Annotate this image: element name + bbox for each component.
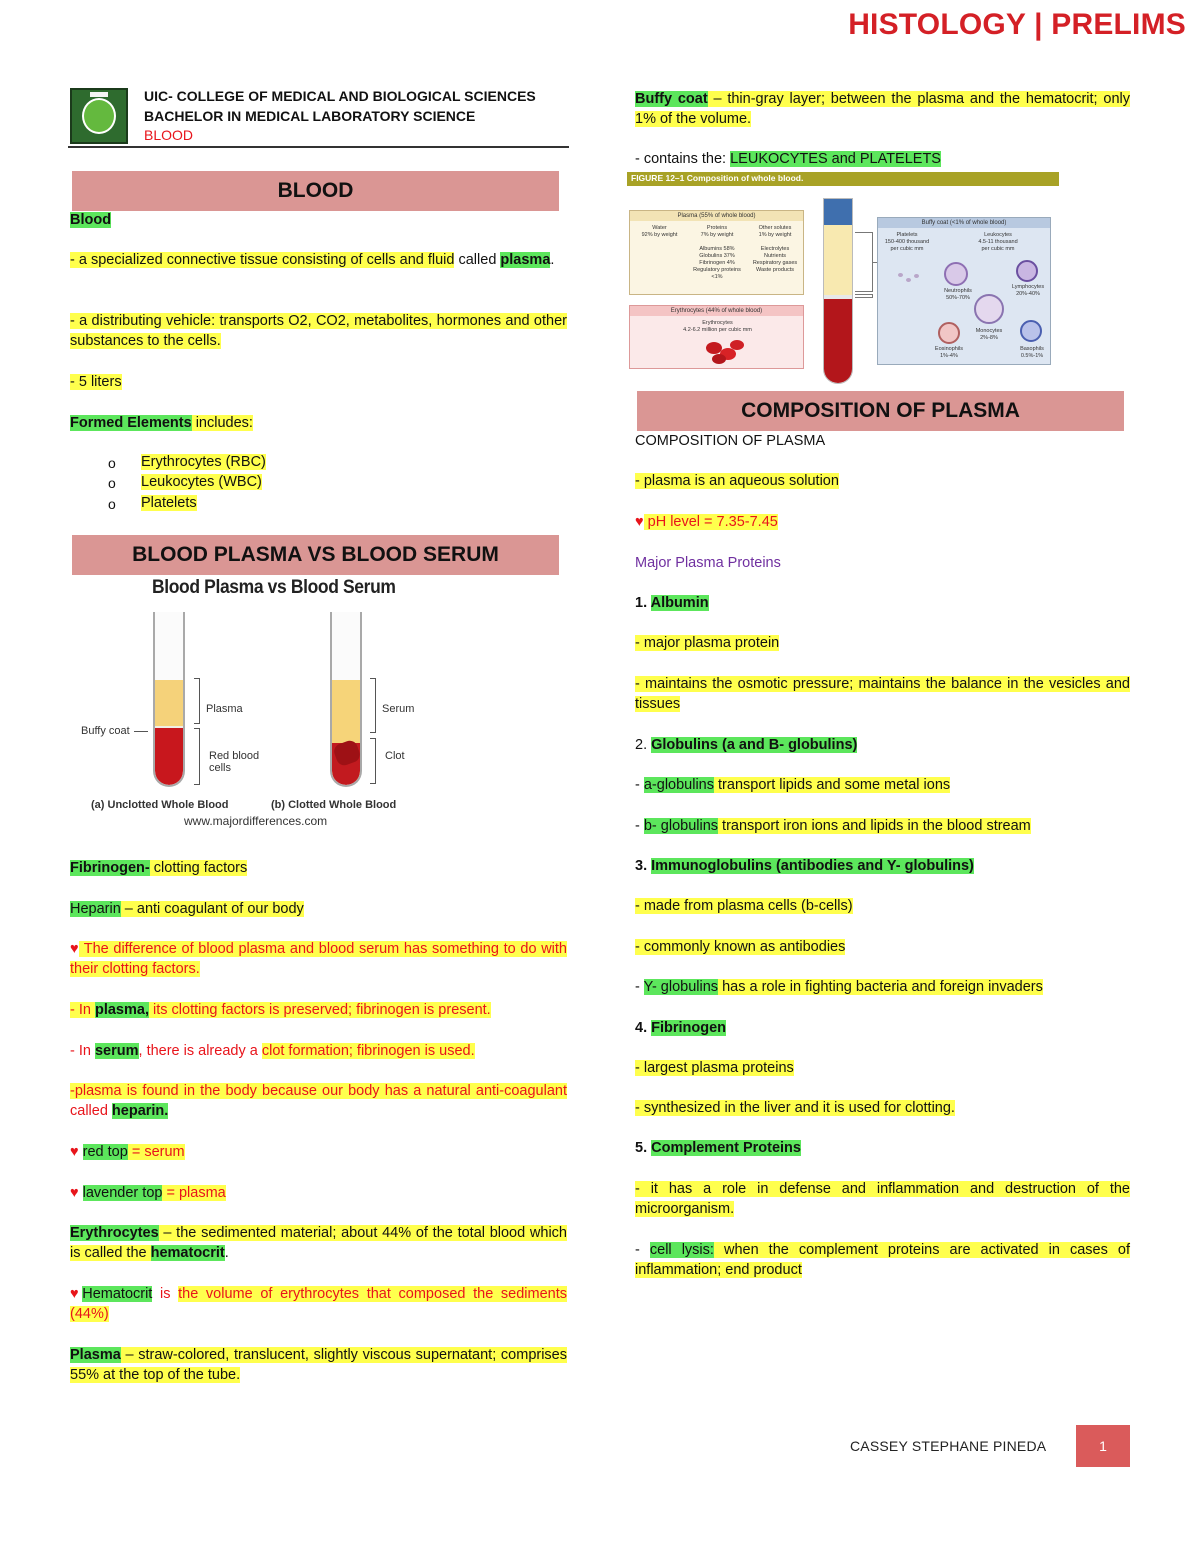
albumin-note-1: - major plasma protein (635, 635, 780, 651)
fibrinogen-note-1: - largest plasma proteins (635, 1060, 794, 1076)
globulins-note-2: - b- globulins transport iron ions and lipids in the blood stream (635, 818, 1031, 834)
footer-author: CASSEY STEPHANE PINEDA (850, 1438, 1047, 1454)
whole-blood-tube (823, 198, 853, 384)
label-serum: Serum (382, 703, 415, 715)
difference-note: ♥ The difference of blood plasma and blood serum has something to do with their clotting factors. (70, 941, 567, 977)
caption-unclotted: (a) Unclotted Whole Blood (91, 799, 229, 811)
college-name: UIC- COLLEGE OF MEDICAL AND BIOLOGICAL SCIENCES (144, 88, 536, 104)
fibrinogen-heading: 4. Fibrinogen (635, 1020, 727, 1036)
page-title: HISTOLOGY | PRELIMS (848, 8, 1186, 41)
figure-title: Blood Plasma vs Blood Serum (152, 577, 396, 598)
immunoglobulins-note-1: - made from plasma cells (b-cells) (635, 898, 853, 914)
banner-plasma-vs-serum: BLOOD PLASMA VS BLOOD SERUM (72, 535, 559, 575)
page-number: 1 (1076, 1425, 1130, 1467)
major-proteins-heading: Major Plasma Proteins (635, 555, 781, 571)
bullet-marker: o (108, 455, 116, 471)
lavender-top-note: ♥ lavender top = plasma (70, 1185, 226, 1201)
list-item: Platelets (141, 495, 197, 511)
bullet-marker: o (108, 475, 116, 491)
caption-clotted: (b) Clotted Whole Blood (271, 799, 397, 811)
immunoglobulins-heading: 3. Immunoglobulins (antibodies and Y- globulins) (635, 858, 974, 874)
plasma-note: Plasma – straw-colored, translucent, slightly viscous supernatant; comprises 55% at the top of the tube. (70, 1347, 567, 1383)
fibrinogen-note: Fibrinogen- clotting factors (70, 860, 248, 876)
figure-source: www.majordifferences.com (184, 814, 328, 828)
heparin-note: Heparin – anti coagulant of our body (70, 901, 304, 917)
erythrocytes-note: Erythrocytes – the sedimented material; about 44% of the total blood which is called the hematocrit. (70, 1225, 567, 1261)
formed-elements-heading: Formed Elements includes: (70, 415, 253, 431)
albumin-heading: 1. Albumin (635, 595, 709, 611)
immunoglobulins-note-3: - Y- globulins has a role in fighting bacteria and foreign invaders (635, 979, 1043, 995)
blood-vehicle-note: - a distributing vehicle: transports O2, CO2, metabolites, hormones and other substances to the cells. (70, 313, 567, 349)
clotted-tube (330, 612, 362, 787)
contains-note: - contains the: LEUKOCYTES and PLATELETS (635, 151, 941, 167)
in-plasma-note: - In plasma, its clotting factors is preserved; fibrinogen is present. (70, 1002, 491, 1018)
document-header (68, 86, 569, 148)
whole-blood-composition-figure (627, 170, 1059, 385)
banner-composition: COMPOSITION OF PLASMA (637, 391, 1124, 431)
banner-blood: BLOOD (72, 171, 559, 211)
list-item: Leukocytes (WBC) (141, 474, 262, 490)
buffy-coat-note: Buffy coat – thin-gray layer; between the plasma and the hematocrit; only 1% of the volume. (635, 91, 1130, 127)
plasma-found-note: -plasma is found in the body because our body has a natural anti-coagulant called heparin. (70, 1083, 567, 1119)
hematocrit-note: ♥Hematocrit is the volume of erythrocytes that composed the sediments (44%) (70, 1286, 567, 1322)
erythrocytes-box: Erythrocytes (44% of whole blood) Erythrocytes 4.2-6.2 million per cubic mm (629, 305, 804, 369)
aqueous-note: - plasma is an aqueous solution (635, 473, 839, 489)
blood-volume-note: - 5 liters (70, 374, 122, 390)
globulins-heading: 2. Globulins (a and B- globulins) (635, 737, 858, 753)
immunoglobulins-note-2: - commonly known as antibodies (635, 939, 846, 955)
in-serum-note: - In serum, there is already a clot formation; fibrinogen is used. (70, 1043, 475, 1059)
composition-heading: COMPOSITION OF PLASMA (635, 433, 826, 449)
fibrinogen-note-2: - synthesized in the liver and it is used for clotting. (635, 1100, 955, 1116)
blood-definition: - a specialized connective tissue consisting of cells and fluid called plasma. (70, 252, 555, 268)
red-top-note: ♥ red top = serum (70, 1144, 185, 1160)
unclotted-tube (153, 612, 185, 787)
globulins-note-1: - a-globulins transport lipids and some metal ions (635, 777, 951, 793)
program-name: BACHELOR IN MEDICAL LABORATORY SCIENCE (144, 108, 476, 124)
albumin-note-2: - maintains the osmotic pressure; maintains the balance in the vesicles and tissues (635, 676, 1130, 712)
label-buffy-coat: Buffy coat (81, 725, 130, 737)
plasma-composition-box: Plasma (55% of whole blood) Water 92% by weight Proteins 7% by weight Albumins 58% Globulins 37% Fibrinogen 4% Regulatory proteins <1% Other solutes 1% by weight Electrolytes Nutrients Respiratory gases Waste products (629, 210, 804, 295)
label-plasma: Plasma (206, 703, 243, 715)
plasma-vs-serum-figure (78, 575, 458, 830)
uic-logo (70, 88, 128, 144)
complement-note-1: - it has a role in defense and inflammation and destruction of the microorganism. (635, 1181, 1130, 1217)
label-rbc: Red blood cells (209, 750, 260, 774)
complement-note-2: - cell lysis: when the complement proteins are activated in cases of inflammation; end product (635, 1242, 1130, 1278)
blood-term: Blood (70, 212, 112, 228)
ph-note: ♥ pH level = 7.35-7.45 (635, 514, 778, 530)
figure-bar: FIGURE 12–1 Composition of whole blood. (627, 172, 1059, 186)
complement-heading: 5. Complement Proteins (635, 1140, 801, 1156)
topic-name: BLOOD (144, 127, 194, 143)
label-clot: Clot (385, 750, 405, 762)
buffy-coat-box: Buffy coat (<1% of whole blood) Platelets 150-400 thousand per cubic mm Leukocytes 4.5-11 thousand per cubic mm Neutrophils 50%-70% Lymphocytes 20%-40% Monocytes 2%-8% Eosinophils 1%-4% Basophils 0.5%-1% (877, 217, 1051, 365)
bullet-marker: o (108, 496, 116, 512)
list-item: Erythrocytes (RBC) (141, 454, 266, 470)
